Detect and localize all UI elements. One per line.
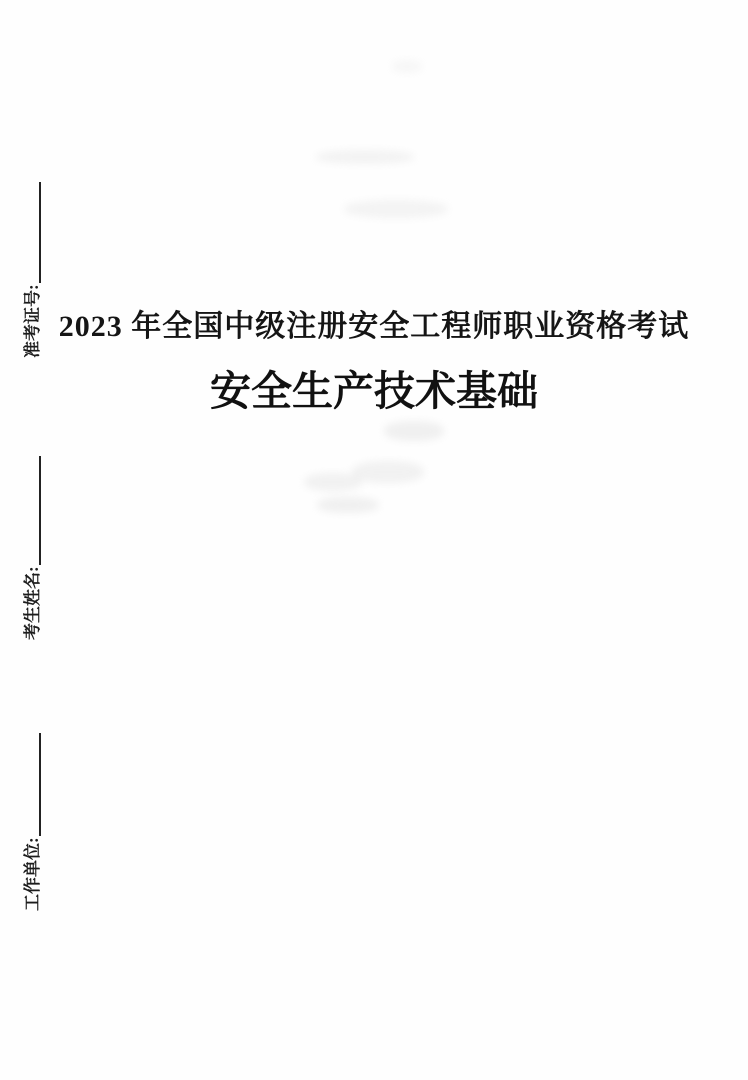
scan-artifact xyxy=(352,461,424,483)
work-unit-label: 工作单位: xyxy=(23,837,42,911)
scan-artifact xyxy=(316,150,414,164)
scan-artifact xyxy=(317,497,379,513)
exam-subject-title: 安全生产技术基础 xyxy=(210,368,538,414)
candidate-name-field xyxy=(21,456,45,640)
scan-artifact xyxy=(392,60,422,73)
exam-title: 2023 年全国中级注册安全工程师职业资格考试 xyxy=(58,310,690,343)
scan-artifact xyxy=(344,200,448,218)
fill-in-line xyxy=(21,733,41,836)
candidate-name-label: 考生姓名: xyxy=(23,566,42,640)
scan-artifact xyxy=(304,473,362,491)
work-unit-field xyxy=(21,733,45,911)
scan-artifact xyxy=(384,421,444,441)
fill-in-line xyxy=(21,182,41,283)
admission-ticket-number-label: 准考证号: xyxy=(23,284,42,358)
fill-in-line xyxy=(21,456,41,565)
admission-ticket-number-field xyxy=(21,182,45,358)
